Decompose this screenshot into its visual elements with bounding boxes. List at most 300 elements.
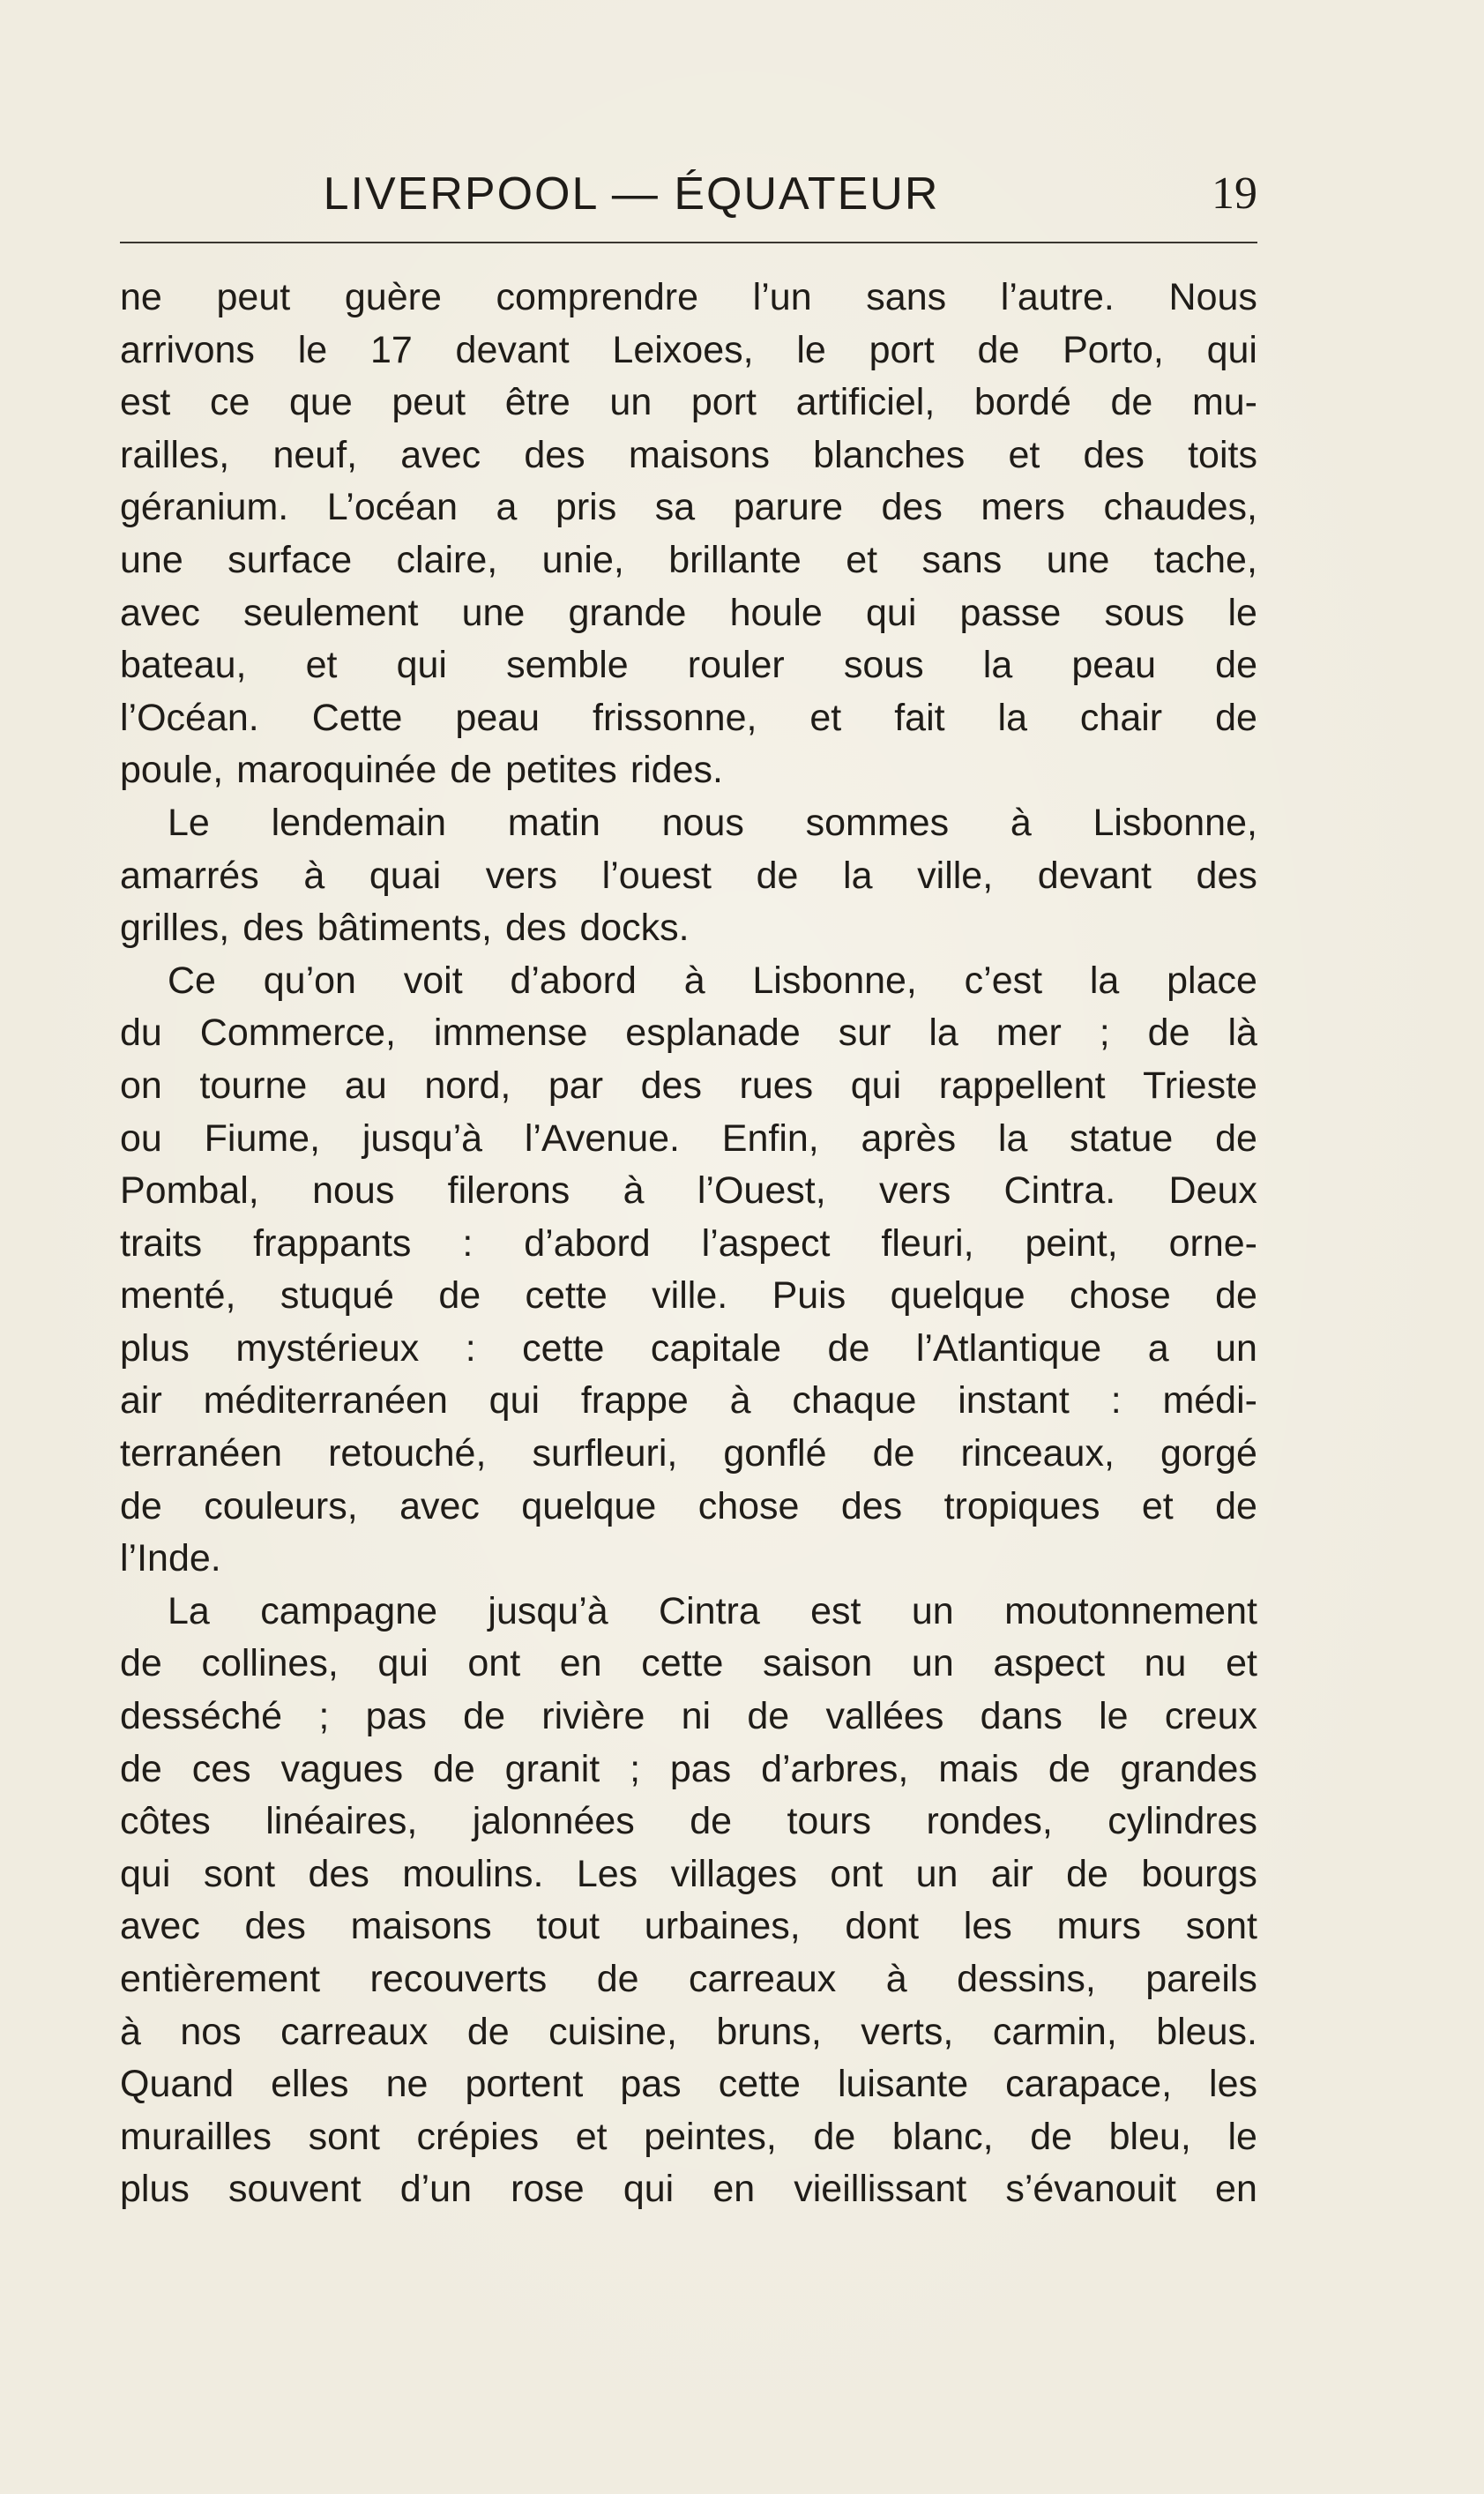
- word: qui: [865, 591, 917, 634]
- word: la: [928, 1012, 958, 1055]
- word: arrivons: [120, 328, 255, 371]
- word: Puis: [772, 1274, 846, 1318]
- word: :: [465, 1326, 476, 1370]
- text-line: [120, 955, 1257, 1008]
- word: la: [997, 1116, 1028, 1160]
- word: ont: [467, 1642, 521, 1685]
- word: avec: [120, 1905, 200, 1948]
- word: moutonnement: [1004, 1589, 1257, 1632]
- word: de: [827, 1326, 870, 1370]
- word: linéaires,: [265, 1800, 418, 1843]
- word: l’Océan.: [120, 696, 259, 739]
- word: sa: [654, 486, 696, 529]
- word: jusqu’à: [488, 1589, 608, 1632]
- word: de: [1147, 1012, 1190, 1055]
- word: l’un: [752, 276, 812, 318]
- word: une: [120, 538, 183, 581]
- word: bruns,: [716, 2010, 822, 2053]
- word: du: [120, 1012, 162, 1055]
- word: Fiume,: [204, 1116, 321, 1160]
- word: l’aspect: [701, 1221, 831, 1265]
- word: l’Ouest,: [697, 1169, 826, 1213]
- word: maisons: [350, 1905, 492, 1948]
- word: et: [846, 538, 878, 581]
- word: de: [1066, 1852, 1108, 1895]
- word: le: [1099, 1695, 1129, 1738]
- word: fait: [894, 696, 945, 739]
- word: sont: [203, 1852, 276, 1895]
- word: mu-: [1191, 381, 1257, 424]
- word: à: [683, 959, 705, 1002]
- word: de: [813, 2115, 856, 2158]
- word: voit: [403, 959, 463, 1002]
- word: grandes: [1120, 1747, 1257, 1790]
- word: avec: [399, 1484, 480, 1527]
- word: cette: [522, 1326, 605, 1370]
- word: côtes: [120, 1800, 211, 1843]
- word: port: [869, 328, 935, 371]
- word: de: [463, 1695, 506, 1738]
- word: amarrés: [120, 854, 259, 897]
- word: vagues: [280, 1747, 404, 1790]
- word: frappants: [253, 1221, 412, 1265]
- word: dans: [980, 1695, 1063, 1738]
- word: statue: [1070, 1116, 1174, 1160]
- word: vieillissant: [794, 2168, 967, 2211]
- word: de: [977, 328, 1020, 371]
- word: des: [881, 486, 943, 529]
- text-line: [120, 1428, 1257, 1481]
- text-line: [120, 1900, 1257, 1953]
- word: quelque: [521, 1484, 657, 1527]
- word: chose: [697, 1484, 800, 1527]
- text-line: [120, 1744, 1257, 1796]
- word: Cintra: [659, 1589, 760, 1632]
- word: l’Atlantique: [915, 1326, 1102, 1370]
- word: la: [843, 854, 873, 897]
- text-line: [120, 639, 1257, 692]
- word: un: [609, 381, 653, 424]
- word: des: [840, 1484, 903, 1527]
- word: L’océan: [326, 486, 458, 529]
- word: parure: [733, 486, 843, 529]
- text-line: [120, 1638, 1257, 1691]
- text-line: [120, 1375, 1257, 1428]
- word: jusqu’à: [362, 1116, 483, 1160]
- word: Deux: [1168, 1169, 1257, 1213]
- word: dont: [845, 1905, 920, 1948]
- word: et: [305, 644, 338, 687]
- text-line: [120, 2111, 1257, 2164]
- word: entièrement: [120, 1958, 321, 2000]
- word: esplanade: [625, 1012, 801, 1055]
- text-line: [120, 1270, 1257, 1323]
- word: mer: [996, 1012, 1062, 1055]
- word: poule,: [120, 749, 224, 792]
- word: surfleuri,: [532, 1432, 678, 1475]
- word: les: [1209, 2063, 1257, 2106]
- word: peut: [216, 276, 291, 318]
- word: on: [120, 1064, 162, 1107]
- word: cette: [525, 1274, 608, 1318]
- word: de: [1215, 1274, 1257, 1318]
- word: qui: [488, 1379, 541, 1422]
- text-line: [120, 1218, 1257, 1271]
- word: chaudes,: [1103, 486, 1257, 529]
- text-line: [120, 429, 1257, 482]
- word: saison: [763, 1642, 873, 1685]
- word: menté,: [120, 1274, 236, 1318]
- word: granit: [504, 1747, 600, 1790]
- word: vers: [485, 854, 558, 897]
- word: docks.: [579, 907, 690, 950]
- word: est: [810, 1589, 861, 1632]
- word: cette: [718, 2063, 801, 2106]
- word: sont: [308, 2115, 380, 2158]
- word: Lisbonne,: [752, 959, 917, 1002]
- word: sont: [1185, 1905, 1257, 1948]
- word: à: [729, 1379, 751, 1422]
- text-line: [120, 2058, 1257, 2111]
- word: toits: [1188, 433, 1257, 476]
- word: méditerranéen: [203, 1379, 448, 1422]
- word: nous: [661, 801, 744, 844]
- text-line: [120, 1691, 1257, 1744]
- word: rouler: [687, 644, 785, 687]
- word: Pombal,: [120, 1169, 259, 1213]
- word: Trieste: [1143, 1064, 1257, 1107]
- word: seulement: [243, 591, 419, 634]
- word: rides.: [630, 749, 723, 792]
- text-line: [120, 2006, 1257, 2059]
- word: neuf,: [272, 433, 358, 476]
- word: et: [1141, 1484, 1174, 1527]
- word: de: [1215, 1116, 1257, 1160]
- word: orne-: [1168, 1221, 1257, 1265]
- word: des: [244, 1905, 306, 1948]
- word: des: [308, 1852, 369, 1895]
- word: recouverts: [369, 1958, 548, 2000]
- word: ne: [120, 276, 162, 318]
- word: rivière: [541, 1695, 645, 1738]
- word: gorgé: [1160, 1432, 1257, 1475]
- word: carmin,: [992, 2010, 1117, 2053]
- word: est: [120, 381, 171, 424]
- word: place: [1167, 959, 1257, 1002]
- word: Cette: [311, 696, 403, 739]
- word: vers: [878, 1169, 951, 1213]
- word: jalonnées: [472, 1800, 635, 1843]
- text-line: [120, 1481, 1257, 1534]
- word: creux: [1164, 1695, 1257, 1738]
- body-text: [120, 272, 1257, 2216]
- word: nous: [312, 1169, 395, 1213]
- word: une: [1046, 538, 1110, 581]
- word: pas: [669, 1747, 732, 1790]
- word: peau: [455, 696, 541, 739]
- word: claire,: [396, 538, 498, 581]
- word: de: [872, 1432, 915, 1475]
- word: de: [1215, 696, 1257, 739]
- word: mers: [981, 486, 1065, 529]
- text-line: [120, 1165, 1257, 1218]
- word: vallées: [825, 1695, 944, 1738]
- word: surface: [227, 538, 353, 581]
- word: l’Inde.: [120, 1537, 221, 1580]
- word: frissonne,: [593, 696, 757, 739]
- word: Enfin,: [721, 1116, 819, 1160]
- word: ville,: [917, 854, 994, 897]
- word: mais: [938, 1747, 1018, 1790]
- word: de: [756, 854, 799, 897]
- word: et: [809, 696, 842, 739]
- word: à: [623, 1169, 645, 1213]
- word: qui: [623, 2168, 675, 2211]
- text-line: [120, 1848, 1257, 1901]
- word: pas: [620, 2063, 682, 2106]
- word: maroquinée: [236, 749, 437, 792]
- word: traits: [120, 1221, 203, 1265]
- header-rule: [120, 242, 1257, 243]
- word: de: [690, 1800, 733, 1843]
- word: sans: [866, 276, 947, 318]
- word: pas: [365, 1695, 427, 1738]
- word: villages: [670, 1852, 797, 1895]
- word: chaque: [792, 1379, 917, 1422]
- word: Les: [576, 1852, 638, 1895]
- word: au: [344, 1064, 387, 1107]
- word: Nous: [1168, 276, 1257, 318]
- word: instant: [958, 1379, 1070, 1422]
- word: sous: [1104, 591, 1185, 634]
- word: l’autre.: [1000, 276, 1115, 318]
- word: souvent: [227, 2168, 362, 2211]
- word: bateau,: [120, 644, 247, 687]
- word: le: [796, 328, 826, 371]
- word: brillante: [668, 538, 802, 581]
- word: Quand: [120, 2063, 235, 2106]
- word: à: [303, 854, 325, 897]
- word: peau: [1071, 644, 1157, 687]
- word: bâtiments,: [317, 907, 492, 950]
- text-line: [120, 744, 1257, 797]
- word: l’ouest: [601, 854, 712, 897]
- word: sur: [838, 1012, 891, 1055]
- word: lendemain: [271, 801, 446, 844]
- word: Ce: [168, 959, 216, 1002]
- word: être: [504, 381, 570, 424]
- word: tourne: [199, 1064, 308, 1107]
- word: la: [982, 644, 1013, 687]
- word: des: [504, 907, 567, 950]
- word: matin: [507, 801, 600, 844]
- text-line: [120, 1586, 1257, 1639]
- text-line: [120, 1953, 1257, 2006]
- word: terranéen: [120, 1432, 283, 1475]
- word: port: [690, 381, 757, 424]
- word: qu’on: [263, 959, 356, 1002]
- word: ville.: [652, 1274, 728, 1318]
- word: capitale: [650, 1326, 782, 1370]
- word: ne: [385, 2063, 429, 2106]
- word: les: [963, 1905, 1012, 1948]
- word: tropiques: [943, 1484, 1100, 1527]
- word: des: [242, 907, 304, 950]
- word: artificiel,: [795, 381, 936, 424]
- word: après: [861, 1116, 957, 1160]
- word: retouché,: [328, 1432, 487, 1475]
- word: bordé: [973, 381, 1071, 424]
- word: ;: [630, 1747, 641, 1790]
- word: de: [1215, 644, 1257, 687]
- word: tours: [787, 1800, 872, 1843]
- word: portent: [465, 2063, 584, 2106]
- word: crépies: [416, 2115, 540, 2158]
- word: d’abord: [510, 959, 637, 1002]
- word: qui: [850, 1064, 902, 1107]
- word: ni: [681, 1695, 712, 1738]
- page-number: 19: [1212, 168, 1257, 219]
- word: ces: [191, 1747, 251, 1790]
- word: en: [559, 1642, 602, 1685]
- word: comprendre: [496, 276, 698, 318]
- word: pris: [555, 486, 617, 529]
- word: ont: [830, 1852, 884, 1895]
- word: et: [575, 2115, 608, 2158]
- word: semble: [506, 644, 629, 687]
- word: des: [640, 1064, 702, 1107]
- text-line: [120, 692, 1257, 745]
- word: passe: [959, 591, 1062, 634]
- word: des: [524, 433, 585, 476]
- word: à: [1010, 801, 1032, 844]
- word: pareils: [1145, 1958, 1257, 2000]
- word: un: [911, 1589, 954, 1632]
- word: là: [1227, 1012, 1257, 1055]
- word: de: [120, 1747, 162, 1790]
- word: bourgs: [1141, 1852, 1257, 1895]
- word: cette: [641, 1642, 724, 1685]
- text-line: [120, 377, 1257, 429]
- text-line: [120, 902, 1257, 955]
- word: blanc,: [891, 2115, 994, 2158]
- word: avec: [400, 433, 481, 476]
- word: et: [1008, 433, 1040, 476]
- text-line: [120, 1533, 1257, 1586]
- word: a: [1147, 1326, 1169, 1370]
- word: aspect: [993, 1642, 1106, 1685]
- word: de: [120, 1484, 162, 1527]
- running-title: LIVERPOOL — ÉQUATEUR: [323, 168, 940, 220]
- text-line: [120, 1007, 1257, 1060]
- word: avec: [120, 591, 200, 634]
- word: carreaux: [688, 1958, 837, 2000]
- word: à: [885, 1958, 907, 2000]
- word: la: [1089, 959, 1120, 1002]
- word: le: [1227, 2115, 1257, 2158]
- word: un: [1215, 1326, 1257, 1370]
- word: médi-: [1162, 1379, 1257, 1422]
- word: nord,: [424, 1064, 511, 1107]
- word: grilles,: [120, 907, 230, 950]
- word: ;: [318, 1695, 330, 1738]
- word: carapace,: [1005, 2063, 1173, 2106]
- word: ;: [1099, 1012, 1110, 1055]
- word: bleus.: [1156, 2010, 1257, 2053]
- word: à: [120, 2010, 141, 2053]
- word: qui: [1206, 328, 1257, 371]
- text-line: [120, 325, 1257, 377]
- word: géranium.: [120, 486, 289, 529]
- word: de: [438, 1274, 481, 1318]
- word: sans: [921, 538, 1003, 581]
- word: tache,: [1153, 538, 1257, 581]
- text-line: [120, 1796, 1257, 1848]
- word: de: [466, 2010, 510, 2053]
- word: air: [990, 1852, 1033, 1895]
- word: et: [1226, 1642, 1257, 1685]
- word: chose: [1070, 1274, 1171, 1318]
- word: de: [450, 749, 493, 792]
- word: maisons: [628, 433, 770, 476]
- word: rappellent: [938, 1064, 1106, 1107]
- word: :: [1110, 1379, 1122, 1422]
- word: :: [462, 1221, 474, 1265]
- word: collines,: [201, 1642, 339, 1685]
- text-line: [120, 534, 1257, 587]
- word: un: [911, 1642, 954, 1685]
- word: de: [747, 1695, 790, 1738]
- word: qui: [377, 1642, 429, 1685]
- word: bleu,: [1108, 2115, 1191, 2158]
- word: desséché: [120, 1695, 283, 1738]
- word: nu: [1144, 1642, 1187, 1685]
- word: d’abord: [524, 1221, 651, 1265]
- word: ou: [120, 1116, 162, 1160]
- word: des: [1083, 433, 1145, 476]
- word: d’arbres,: [761, 1747, 909, 1790]
- word: de: [596, 1958, 639, 2000]
- word: Commerce,: [199, 1012, 396, 1055]
- word: de: [432, 1747, 475, 1790]
- word: railles,: [120, 433, 230, 476]
- word: peintes,: [644, 2115, 777, 2158]
- text-line: [120, 1060, 1257, 1113]
- word: chair: [1079, 696, 1163, 739]
- word: s’évanouit: [1005, 2168, 1176, 2211]
- word: des: [1196, 854, 1257, 897]
- word: peut: [392, 381, 466, 424]
- word: l’Avenue.: [524, 1116, 680, 1160]
- word: en: [712, 2168, 756, 2211]
- word: qui: [396, 644, 447, 687]
- word: La: [168, 1589, 210, 1632]
- word: de: [1048, 1747, 1091, 1790]
- word: de: [1030, 2115, 1073, 2158]
- word: 17: [369, 328, 413, 371]
- text-line: [120, 797, 1257, 850]
- word: c’est: [964, 959, 1043, 1002]
- running-header: [120, 159, 1257, 229]
- word: rondes,: [926, 1800, 1053, 1843]
- word: Le: [168, 801, 210, 844]
- word: par: [548, 1064, 604, 1107]
- word: rinceaux,: [960, 1432, 1115, 1475]
- text-line: [120, 850, 1257, 903]
- text-line: [120, 1113, 1257, 1166]
- word: guère: [344, 276, 442, 318]
- word: de: [1215, 1484, 1257, 1527]
